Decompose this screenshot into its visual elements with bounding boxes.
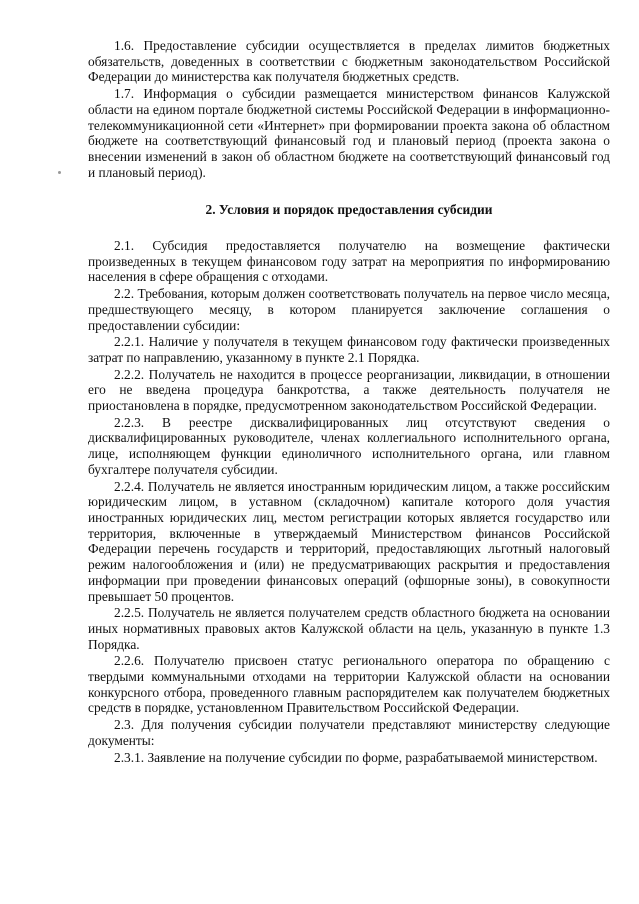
paragraph-2-2-1: 2.2.1. Наличие у получателя в текущем финансовом году фактически произведенных затрат по направлению, указанному в пункте 2.1 Порядка.: [88, 334, 610, 365]
scan-dot: [58, 171, 61, 174]
paragraph-2-2: 2.2. Требования, которым должен соответствовать получатель на первое число месяца, предшествующего месяцу, в котором планируется заключение соглашения о предоставлении субсидии:: [88, 286, 610, 333]
paragraph-2-3: 2.3. Для получения субсидии получатели представляют министерству следующие документы:: [88, 717, 610, 748]
paragraph-1-6: 1.6. Предоставление субсидии осуществляется в пределах лимитов бюджетных обязательств, доведенных в соответствии с бюджетным законодательством Российской Федерации до министерства как получателя бюджетных средств.: [88, 38, 610, 85]
paragraph-2-2-5: 2.2.5. Получатель не является получателем средств областного бюджета на основании иных нормативных правовых актов Калужской области на цель, указанную в пункте 1.3 Порядка.: [88, 605, 610, 652]
paragraph-2-1: 2.1. Субсидия предоставляется получателю на возмещение фактически произведенных в текущем финансовом году затрат на мероприятия по информированию населения в сфере обращения с отходами.: [88, 238, 610, 285]
paragraph-2-2-2: 2.2.2. Получатель не находится в процессе реорганизации, ликвидации, в отношении его не введена процедура банкротства, а также деятельность получателя не приостановлена в порядке, предусмотренном законодательством Российской Федерации.: [88, 366, 610, 414]
paragraph-2-3-1: 2.3.1. Заявление на получение субсидии по форме, разрабатываемой министерством.: [114, 749, 598, 765]
paragraph-2-2-3: 2.2.3. В реестре дисквалифицированных лиц отсутствуют сведения о дисквалифицированных руководителе, членах коллегиального исполнительного органа, лице, исполняющем функции единоличного исполнительного органа, или главном бухгалтере получателя субсидии.: [88, 414, 610, 477]
section-heading: 2. Условия и порядок предоставления субсидии: [205, 202, 493, 218]
document-body: [88, 38, 610, 766]
paragraph-2-2-6: 2.2.6. Получателю присвоен статус регионального оператора по обращению с твердыми коммунальными отходами на территории Калужской области на основании конкурсного отбора, проведенного главным распорядителем как получателем бюджетных средств в порядке, установленном Правительством Российской Федерации.: [88, 653, 610, 716]
paragraph-2-2-4: 2.2.4. Получатель не является иностранным юридическим лицом, а также российским юридическим лицом, в уставном (складочном) капитале которого доля участия иностранных юридических лиц, местом регистрации которых является государство или территория, включенные в утверждаемый Министерством финансов Российской Федерации перечень государств и территорий, предоставляющих льготный налоговый режим налогообложения и (или) не предусматривающих раскрытия и предоставления информации при проведении финансовых операций (офшорные зоны), в совокупности превышает 50 процентов.: [88, 478, 610, 604]
paragraph-1-7: 1.7. Информация о субсидии размещается министерством финансов Калужской области на едином портале бюджетной системы Российской Федерации в информационно-телекоммуникационной сети «Интернет» при формировании проекта закона об областном бюджете на соответствующий финансовый год и плановый период (проекта закона о внесении изменений в закон об областном бюджете на соответствующий финансовый год и плановый период).: [88, 86, 610, 180]
